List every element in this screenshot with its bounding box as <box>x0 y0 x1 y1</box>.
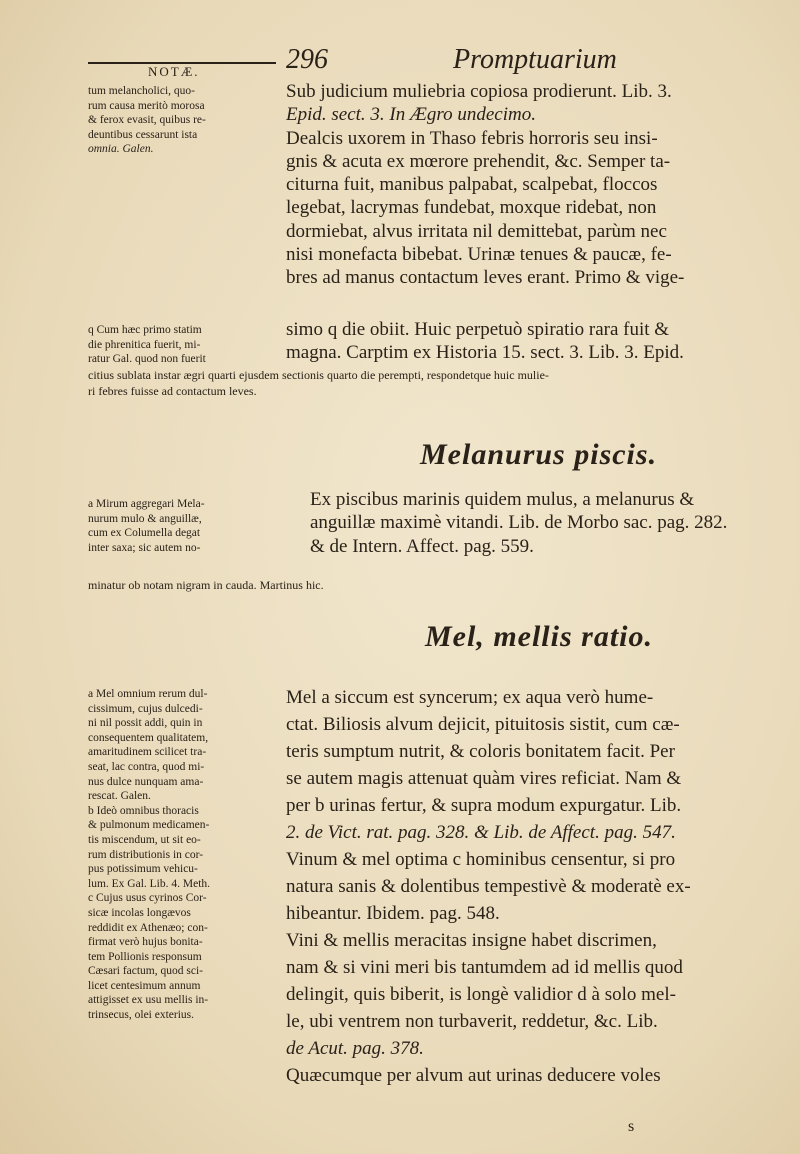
note-line: q Cum hæc primo statim <box>88 324 202 336</box>
main-line: Mel a siccum est syncerum; ex aqua verò hume- <box>286 687 654 708</box>
main-line: hibeantur. Ibidem. pag. 548. <box>286 903 500 924</box>
header-rule <box>88 62 276 64</box>
main-line: nam & si vini meri bis tantumdem ad id mellis quod <box>286 957 683 978</box>
main-line: Vinum & mel optima c hominibus censentur, si pro <box>286 849 676 870</box>
note-line: consequentem qualitatem, <box>88 731 209 744</box>
main-line: Sub judicium muliebria copiosa prodierunt. Lib. 3. <box>286 81 672 102</box>
note-line: ni nil possit addi, quin in <box>88 717 203 730</box>
main-line: gnis & acuta ex mœrore prehendit, &c. Semper ta- <box>286 150 671 172</box>
main-line: teris sumptum nutrit, & coloris bonitatem facit. Per <box>286 741 675 762</box>
catchword: s <box>628 1118 635 1135</box>
note-line: ratur Gal. quod non fuerit <box>88 353 206 366</box>
note-line: nurum mulo & anguillæ, <box>88 512 202 525</box>
note-line: omnia. Galen. <box>88 143 154 156</box>
note-line: die phrenitica fuerit, mi- <box>88 338 201 351</box>
main-text-1 <box>286 80 786 290</box>
main-line: Vini & mellis meracitas insigne habet discrimen, <box>286 930 657 951</box>
note-line: rum distributionis in cor- <box>88 848 204 861</box>
note-line: a Mirum aggregari Mela- <box>88 498 205 510</box>
note-line: attigisset ex usu mellis in- <box>88 994 209 1007</box>
main-line: 2. de Vict. rat. pag. 328. & Lib. de Affect. pag. 547. <box>286 822 676 843</box>
main-line: nisi monefacta bibebat. Urinæ tenues & paucæ, fe- <box>286 244 672 266</box>
note-line: cissimum, cujus dulcedi- <box>88 702 203 715</box>
note-line: c Cujus usus cyrinos Cor- <box>88 892 207 905</box>
section-title-melanurus: Melanurus piscis. <box>420 438 658 471</box>
main-line: le, ubi ventrem non turbaverit, reddetur, &c. Lib. <box>286 1011 658 1032</box>
main-line: Quæcumque per alvum aut urinas deducere voles <box>286 1065 661 1086</box>
main-line: de Acut. pag. 378. <box>286 1038 424 1059</box>
marginal-notes-melanurus <box>88 497 286 555</box>
note-line: licet centesimum annum <box>88 979 201 992</box>
note-line: deuntibus cessarunt ista <box>88 128 198 141</box>
running-title: Promptuarium <box>453 44 617 75</box>
note-line: Cæsari factum, quod sci- <box>88 965 203 978</box>
main-text-melanurus <box>310 488 790 558</box>
notae-label: NOTÆ. <box>148 64 200 79</box>
main-line: & de Intern. Affect. pag. 559. <box>310 535 534 557</box>
note-line: lum. Ex Gal. Lib. 4. Meth. <box>88 877 211 890</box>
note-line: seat, lac contra, quod mi- <box>88 760 205 773</box>
note-line: rescat. Galen. <box>88 790 151 803</box>
page-number: 296 <box>286 44 328 75</box>
note-line: trinsecus, olei exterius. <box>88 1009 195 1022</box>
main-line: citurna fuit, manibus palpabat, scalpebat, floccos <box>286 174 658 196</box>
note-line: tem Pollionis responsum <box>88 950 202 963</box>
note-line: a Mel omnium rerum dul- <box>88 688 208 700</box>
main-line: Ex piscibus marinis quidem mulus, a melanurus & <box>310 489 695 510</box>
note-continuation-line: minatur ob notam nigram in cauda. Martinus hic. <box>88 578 324 592</box>
main-line: anguillæ maximè vitandi. Lib. de Morbo sac. pag. 282. <box>310 512 728 534</box>
note-line: pus potissimum vehicu- <box>88 863 198 876</box>
main-line: ctat. Biliosis alvum dejicit, pituitosis sistit, cum cæ- <box>286 714 680 735</box>
note-line: amaritudinem scilicet tra- <box>88 746 207 759</box>
main-text-q <box>286 318 786 365</box>
main-line: magna. Carptim ex Historia 15. sect. 3. Lib. 3. Epid. <box>286 342 684 364</box>
main-line: Dealcis uxorem in Thaso febris horroris seu insi- <box>286 127 658 149</box>
note-continuation-line: ri febres fuisse ad contactum leves. <box>88 384 257 398</box>
main-text-mel <box>286 684 786 1089</box>
main-line: legebat, lacrymas fundebat, moxque ridebat, non <box>286 197 657 219</box>
main-line: per b urinas fertur, & supra modum expurgatur. Lib. <box>286 795 682 816</box>
main-line: dormiebat, alvus irritata nil demittebat, parùm nec <box>286 220 667 242</box>
main-line: natura sanis & dolentibus tempestivè & moderatè ex- <box>286 876 691 897</box>
marginal-notes-q <box>88 323 286 367</box>
note-line: & pulmonum medicamen- <box>88 819 210 832</box>
main-line: simo q die obiit. Huic perpetuò spiratio rara fuit & <box>286 319 670 340</box>
note-line: reddidit ex Athenæo; con- <box>88 921 208 934</box>
note-line: rum causa meritò morosa <box>88 99 205 112</box>
note-line: tis miscendum, ut sit eo- <box>88 833 201 846</box>
note-line: b Ideò omnibus thoracis <box>88 804 199 817</box>
note-line: firmat verò hujus bonita- <box>88 936 203 949</box>
note-line: sicæ incolas longævos <box>88 906 191 919</box>
main-line: se autem magis attenuat quàm vires reficiat. Nam & <box>286 768 682 789</box>
note-line: inter saxa; sic autem no- <box>88 541 201 554</box>
note-line: tum melancholici, quo- <box>88 85 195 97</box>
section-title-mel: Mel, mellis ratio. <box>425 620 653 653</box>
note-line: nus dulce nunquam ama- <box>88 775 204 788</box>
main-line: delingit, quis biberit, is longè validior d à solo mel- <box>286 984 676 1005</box>
marginal-notes-mel <box>88 687 286 1023</box>
marginal-notes-1 <box>88 84 286 157</box>
main-line: bres ad manus contactum leves erant. Primo & vige- <box>286 267 685 289</box>
main-line: Epid. sect. 3. In Ægro undecimo. <box>286 104 536 126</box>
note-line: cum ex Columella degat <box>88 527 201 540</box>
note-continuation-line: citius sublata instar ægri quarti ejusdem sectionis quarto die perempti, respondetque huic mulie- <box>88 368 549 382</box>
note-line: & ferox evasit, quibus re- <box>88 114 206 127</box>
